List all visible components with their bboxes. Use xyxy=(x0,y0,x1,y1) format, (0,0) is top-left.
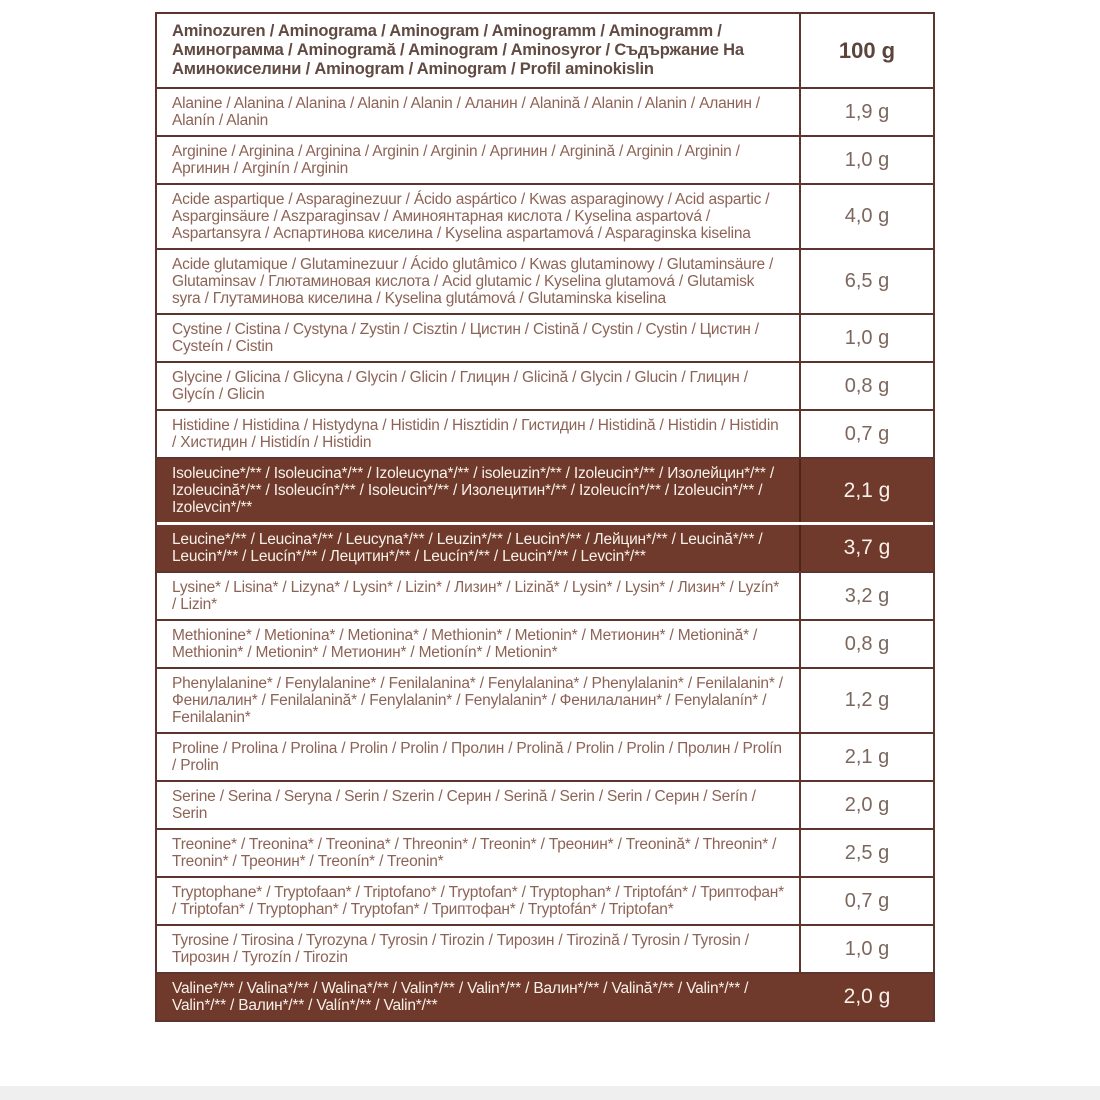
amino-acid-amount: 2,0 g xyxy=(843,985,891,1008)
table-row xyxy=(157,135,933,183)
amino-acid-amount: 1,0 g xyxy=(844,937,890,960)
header-title: Aminozuren / Aminograma / Aminogram / Aminogramm / Aminogramm / Аминограмма / Aminogramă / Aminogram / Aminosyror / Съдържание На Аминокиселини / Aminogram / Aminogram / Profil aminokislin xyxy=(157,14,801,87)
amino-acid-names: Leucine*/** / Leucina*/** / Leucyna*/** / Leuzin*/** / Leucin*/** / Лейцин*/** / Leucină*/** / Leucin*/** / Leucín*/** / Лецитин*/** / Leucín*/** / Leucin*/** / Levcin*/** xyxy=(157,525,801,571)
table-row xyxy=(157,876,933,924)
amino-acid-names: Proline / Prolina / Prolina / Prolin / Prolin / Пролин / Prolină / Prolin / Prolin / Пролин / Prolín / Prolin xyxy=(157,734,801,780)
aminogram-table xyxy=(155,12,935,1022)
amino-acid-names: Phenylalanine* / Fenylalanine* / Fenilalanina* / Fenylalanina* / Phenylalanin* / Fenilalanin* / Фенилалин* / Fenilalanină* / Fenylalanin* / Fenylalanin* / Фенилаланин* / Fenylalanín* / Fenilalanin* xyxy=(157,669,801,732)
table-row xyxy=(157,828,933,876)
amino-acid-names: Serine / Serina / Seryna / Serin / Szerin / Серин / Serină / Serin / Serin / Серин / Serín / Serin xyxy=(157,782,801,828)
amino-acid-names: Arginine / Arginina / Arginina / Arginin / Arginin / Аргинин / Arginină / Arginin / Arginin / Аргинин / Arginín / Arginin xyxy=(157,137,801,183)
amino-acid-amount: 1,2 g xyxy=(844,689,890,711)
amino-acid-amount: 2,5 g xyxy=(844,841,890,864)
table-row xyxy=(157,457,933,522)
amino-acid-names: Histidine / Histidina / Histydyna / Histidin / Hisztidin / Гистидин / Histidină / Histidin / Histidin / Хистидин / Histidín / Histidin xyxy=(157,411,801,457)
amino-acid-amount: 0,7 g xyxy=(844,889,890,912)
table-row xyxy=(157,924,933,972)
table-row xyxy=(157,667,933,732)
amino-acid-names: Treonine* / Treonina* / Treonina* / Threonin* / Treonin* / Треонин* / Treonină* / Threonin* / Treonin* / Треонин* / Treonín* / Treonin* xyxy=(157,830,801,876)
table-row xyxy=(157,972,933,1020)
amino-acid-amount: 3,7 g xyxy=(843,536,891,559)
bottom-strip xyxy=(0,1086,1100,1100)
amino-acid-amount: 3,2 g xyxy=(844,584,890,607)
amino-acid-amount: 0,8 g xyxy=(844,632,890,655)
header-amount: 100 g xyxy=(838,37,896,63)
table-row xyxy=(157,409,933,457)
amino-acid-names: Isoleucine*/** / Isoleucina*/** / Izoleucyna*/** / isoleuzin*/** / Izoleucin*/** / Изолейцин*/** / Izoleucină*/** / Isoleucín*/** / Isoleucin*/** / Изолецитин*/** / Izoleucín*/** / Izoleucin*/** / Izolevcin*/** xyxy=(157,459,801,522)
amino-acid-names: Acide glutamique / Glutaminezuur / Ácido glutâmico / Kwas glutaminowy / Glutaminsäure / Glutaminsav / Глютаминовая кислота / Acid glutamic / Kyselina glutamová / Glutamisk syra / Глутаминова киселина / Kyselina glutámová / Glutaminska kiselina xyxy=(157,250,801,313)
table-row xyxy=(157,87,933,135)
amino-acid-amount: 4,0 g xyxy=(844,205,890,227)
amino-acid-amount: 0,8 g xyxy=(844,374,890,397)
amino-acid-amount: 0,7 g xyxy=(844,422,890,445)
amino-acid-names: Cystine / Cistina / Cystyna / Zystin / Cisztin / Цистин / Cistină / Cystin / Cystin / Цистин / Cysteín / Cistin xyxy=(157,315,801,361)
amino-acid-names: Lysine* / Lisina* / Lizyna* / Lysin* / Lizin* / Лизин* / Lizină* / Lysin* / Lysin* / Лизин* / Lyzín* / Lizin* xyxy=(157,573,801,619)
amino-acid-names: Methionine* / Metionina* / Metionina* / Methionin* / Metionin* / Метионин* / Metionină* / Methionin* / Metionin* / Метионин* / Metionín* / Metionin* xyxy=(157,621,801,667)
amino-acid-amount: 2,0 g xyxy=(844,793,890,816)
amino-acid-names: Tryptophane* / Tryptofaan* / Triptofano* / Tryptofan* / Tryptophan* / Triptofán* / Триптофан* / Triptofan* / Tryptophan* / Tryptofan* / Триптофан* / Tryptofán* / Triptofan* xyxy=(157,878,801,924)
amino-acid-names: Glycine / Glicina / Glicyna / Glycin / Glicin / Глицин / Glicină / Glycin / Glucin / Глицин / Glycín / Glicin xyxy=(157,363,801,409)
amino-acid-names: Acide aspartique / Asparaginezuur / Ácido aspártico / Kwas asparaginowy / Acid aspartic / Asparginsäure / Aszparaginsav / Аминоянтарная кислота / Kyselina aspartová / Aspartansyra / Аспартинова киселина / Kyselina aspartamová / Asparaginska kiselina xyxy=(157,185,801,248)
table-row xyxy=(157,522,933,571)
table-row xyxy=(157,732,933,780)
amino-acid-amount: 1,0 g xyxy=(844,148,890,171)
amino-acid-names: Valine*/** / Valina*/** / Walina*/** / Valin*/** / Valin*/** / Валин*/** / Valină*/** / Valin*/** / Valin*/** / Валин*/** / Valín*/** / Valin*/** xyxy=(172,980,749,1014)
amino-acid-amount: 2,1 g xyxy=(843,478,891,502)
amino-acid-names: Tyrosine / Tirosina / Tyrozyna / Tyrosin / Tirozin / Тирозин / Tirozină / Tyrosin / Tyrosin / Тирозин / Tyrozín / Tirozin xyxy=(157,926,801,972)
table-row xyxy=(157,183,933,248)
table-header-row xyxy=(157,14,933,87)
amino-acid-amount: 6,5 g xyxy=(844,270,890,292)
table-row xyxy=(157,361,933,409)
table-row xyxy=(157,780,933,828)
table-row xyxy=(157,619,933,667)
table-row xyxy=(157,571,933,619)
amino-acid-amount: 1,9 g xyxy=(844,100,890,123)
amino-acid-names: Alanine / Alanina / Alanina / Alanin / Alanin / Аланин / Alanină / Alanin / Alanin / Аланин / Alanín / Alanin xyxy=(157,89,801,135)
table-row xyxy=(157,248,933,313)
table-row xyxy=(157,313,933,361)
amino-acid-amount: 2,1 g xyxy=(844,745,890,768)
amino-acid-amount: 1,0 g xyxy=(844,326,890,349)
